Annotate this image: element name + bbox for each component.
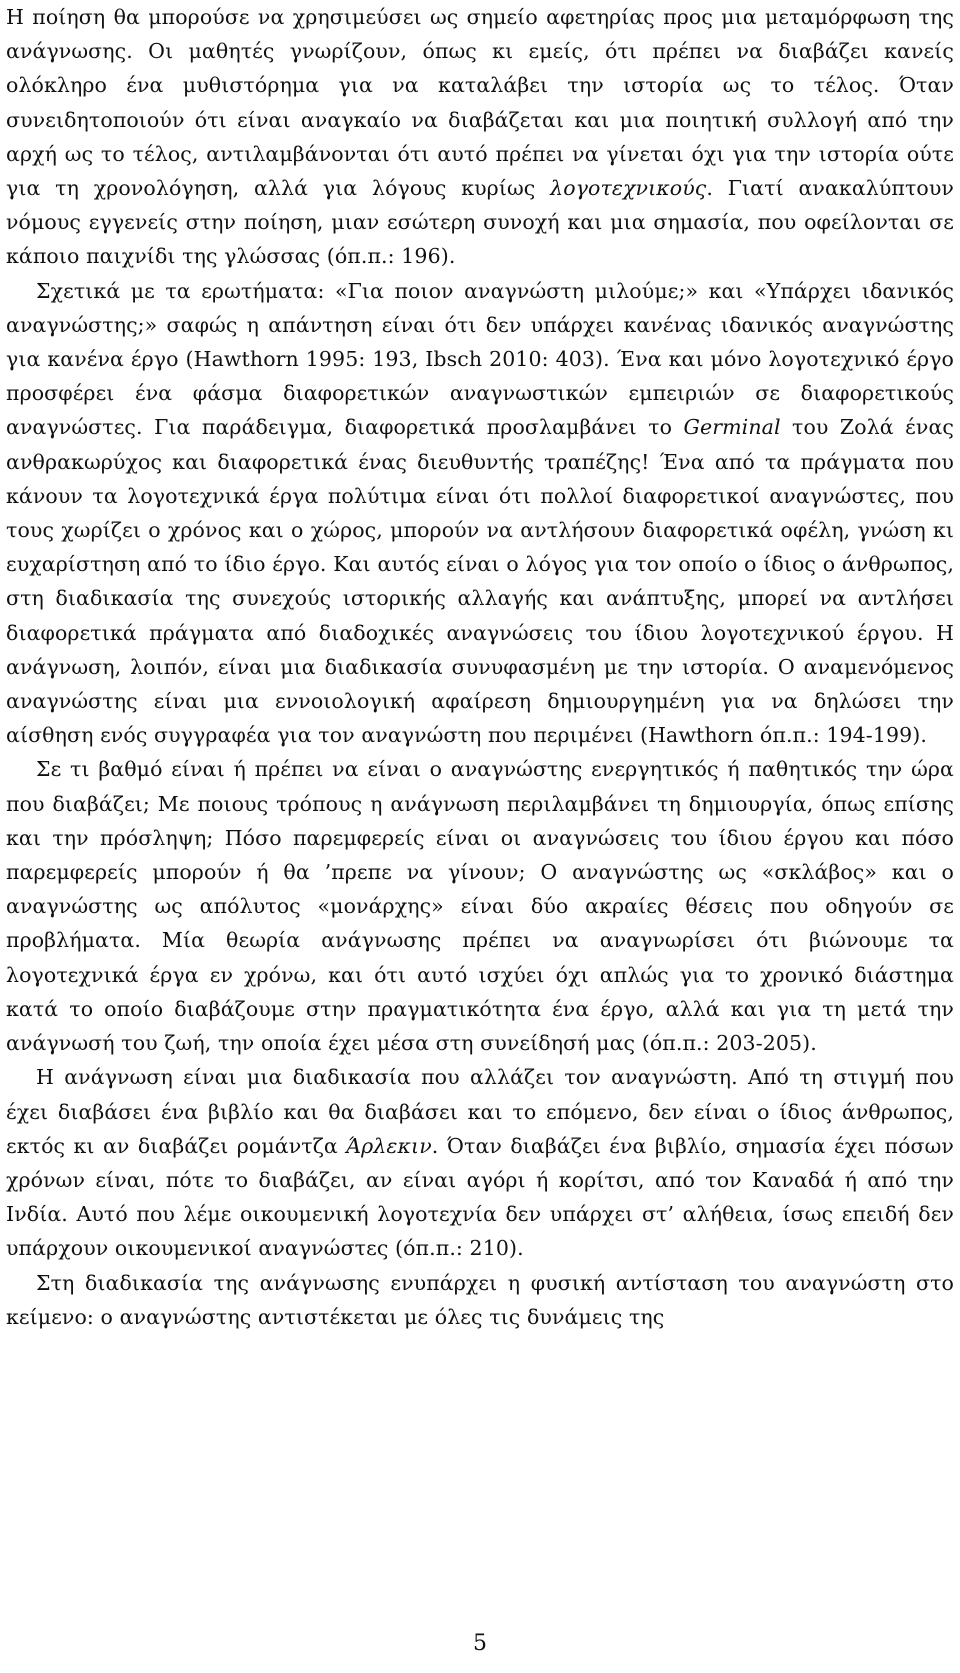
text-run: Η ποίηση θα μπορούσε να χρησιμεύσει ως σημείο αφετηρίας προς μια μεταμόρφωση της ανάγνωσης. Οι μαθητές γνωρίζουν, όπως κι εμείς, ότι πρέπει να διαβάζει κανείς ολόκληρο ένα μυθιστόρημα για να καταλάβει την ιστορία ως το τέλος. Όταν συνειδητοποιούν ότι είναι αναγκαίο να διαβάζεται και μια ποιητική συλλογή από την αρχή ως το τέλος, αντιλαμβάνονται ότι αυτό πρέπει να γίνεται όχι για την ιστορία ούτε για τη χρονολόγηση, αλλά για λόγους κυρίως [6, 5, 954, 201]
body-text [6, 0, 954, 1334]
text-run: . Γιατί ανακαλύπτουν νόμους εγγενείς στην ποίηση, μιαν εσώτερη συνοχή και μια σημασία, που οφείλονται σε κάποιο παιχνίδι της γλώσσας (όπ.π.: 196). [6, 176, 954, 269]
text-run: Στη διαδικασία της ανάγνωσης ενυπάρχει η φυσική αντίσταση του αναγνώστη στο κείμενο: ο αναγνώστης αντιστέκεται με όλες τις δυνάμεις της [6, 1270, 954, 1329]
paragraph-4 [6, 1060, 954, 1265]
italic-term: λογοτεχνικούς [550, 176, 707, 201]
text-run: . Όταν διαβάζει ένα βιβλίο, σημασία έχει πόσων χρόνων είναι, πότε το διαβάζει, αν είναι αγόρι ή κορίτσι, από τον Καναδά ή από την Ινδία. Αυτό που λέμε οικουμενική λογοτεχνία δεν υπάρχει στ’ αλήθεια, ίσως επειδή δεν υπάρχουν οικουμενικοί αναγνώστες (όπ.π.: 210). [6, 1133, 954, 1261]
italic-term: Germinal [683, 415, 781, 440]
text-run: Σχετικά με τα ερωτήματα: «Για ποιον αναγνώστη μιλούμε;» και «Υπάρχει ιδανικός αναγνώστης;» σαφώς η απάντηση είναι ότι δεν υπάρχει κανένας ιδανικός αναγνώστης για κανένα έργο (Hawthorn 1995: 193, Ibsch 2010: 403). Ένα και μόνο λογοτεχνικό έργο προσφέρει ένα φάσμα διαφορετικών αναγνωστικών εμπειριών σε διαφορετικούς αναγνώστες. Για παράδειγμα, διαφορετικά προσλαμβάνει το [6, 278, 954, 440]
page-number: 5 [473, 1631, 487, 1656]
document-page [6, 0, 954, 1673]
paragraph-2 [6, 274, 954, 753]
italic-term: Άρλεκιν [346, 1133, 432, 1158]
text-run: Η ανάγνωση είναι μια διαδικασία που αλλάζει τον αναγνώστη. Από τη στιγμή που έχει διαβάσει ένα βιβλίο και θα διαβάσει και το επόμενο, δεν είναι ο ίδιος άνθρωπος, εκτός κι αν διαβάζει ρομάντζα [6, 1065, 954, 1158]
text-run: του Ζολά ένας ανθρακωρύχος και διαφορετικά ένας διευθυντής τραπέζης! Ένα από τα πράγματα που κάνουν τα λογοτεχνικά έργα πολύτιμα είναι ότι πολλοί διαφορετικοί αναγνώστες, που τους χωρίζει ο χρόνος και ο χώρος, μπορούν να αντλήσουν διαφορετικά οφέλη, γνώση κι ευχαρίστηση από το ίδιο έργο. Και αυτός είναι ο λόγος για τον οποίο ο ίδιος ο άνθρωπος, στη διαδικασία της συνεχούς ιστορικής αλλαγής και ανάπτυξης, μπορεί να αντλήσει διαφορετικά πράγματα από διαδοχικές αναγνώσεις του ίδιου λογοτεχνικού έργου. Η ανάγνωση, λοιπόν, είναι μια διαδικασία συνυφασμένη με την ιστορία. Ο αναμενόμενος αναγνώστης είναι μια εννοιολογική αφαίρεση δημιουργημένη για να δηλώσει την αίσθηση ενός συγγραφέα για τον αναγνώστη που περιμένει (Hawthorn όπ.π.: 194-199). [6, 415, 954, 748]
paragraph-1 [6, 0, 954, 274]
paragraph-5 [6, 1266, 954, 1334]
paragraph-3 [6, 752, 954, 1060]
text-run: Σε τι βαθμό είναι ή πρέπει να είναι ο αναγνώστης ενεργητικός ή παθητικός την ώρα που διαβάζει; Με ποιους τρόπους η ανάγνωση περιλαμβάνει τη δημιουργία, όπως επίσης και την πρόσληψη; Πόσο παρεμφερείς είναι οι αναγνώσεις του ίδιου έργου και πόσο παρεμφερείς μπορούν ή θα ’πρεπε να γίνουν; Ο αναγνώστης ως «σκλάβος» και ο αναγνώστης ως απόλυτος «μονάρχης» είναι δύο ακραίες θέσεις που οδηγούν σε προβλήματα. Μία θεωρία ανάγνωσης πρέπει να αναγνωρίσει ότι βιώνουμε τα λογοτεχνικά έργα εν χρόνω, και ότι αυτό ισχύει όχι απλώς για το χρονικό διάστημα κατά το οποίο διαβάζουμε στην πραγματικότητα ένα έργο, αλλά και για τη μετά την ανάγνωσή του ζωή, την οποία έχει μέσα στη συνείδησή μας (όπ.π.: 203-205). [6, 757, 954, 1056]
